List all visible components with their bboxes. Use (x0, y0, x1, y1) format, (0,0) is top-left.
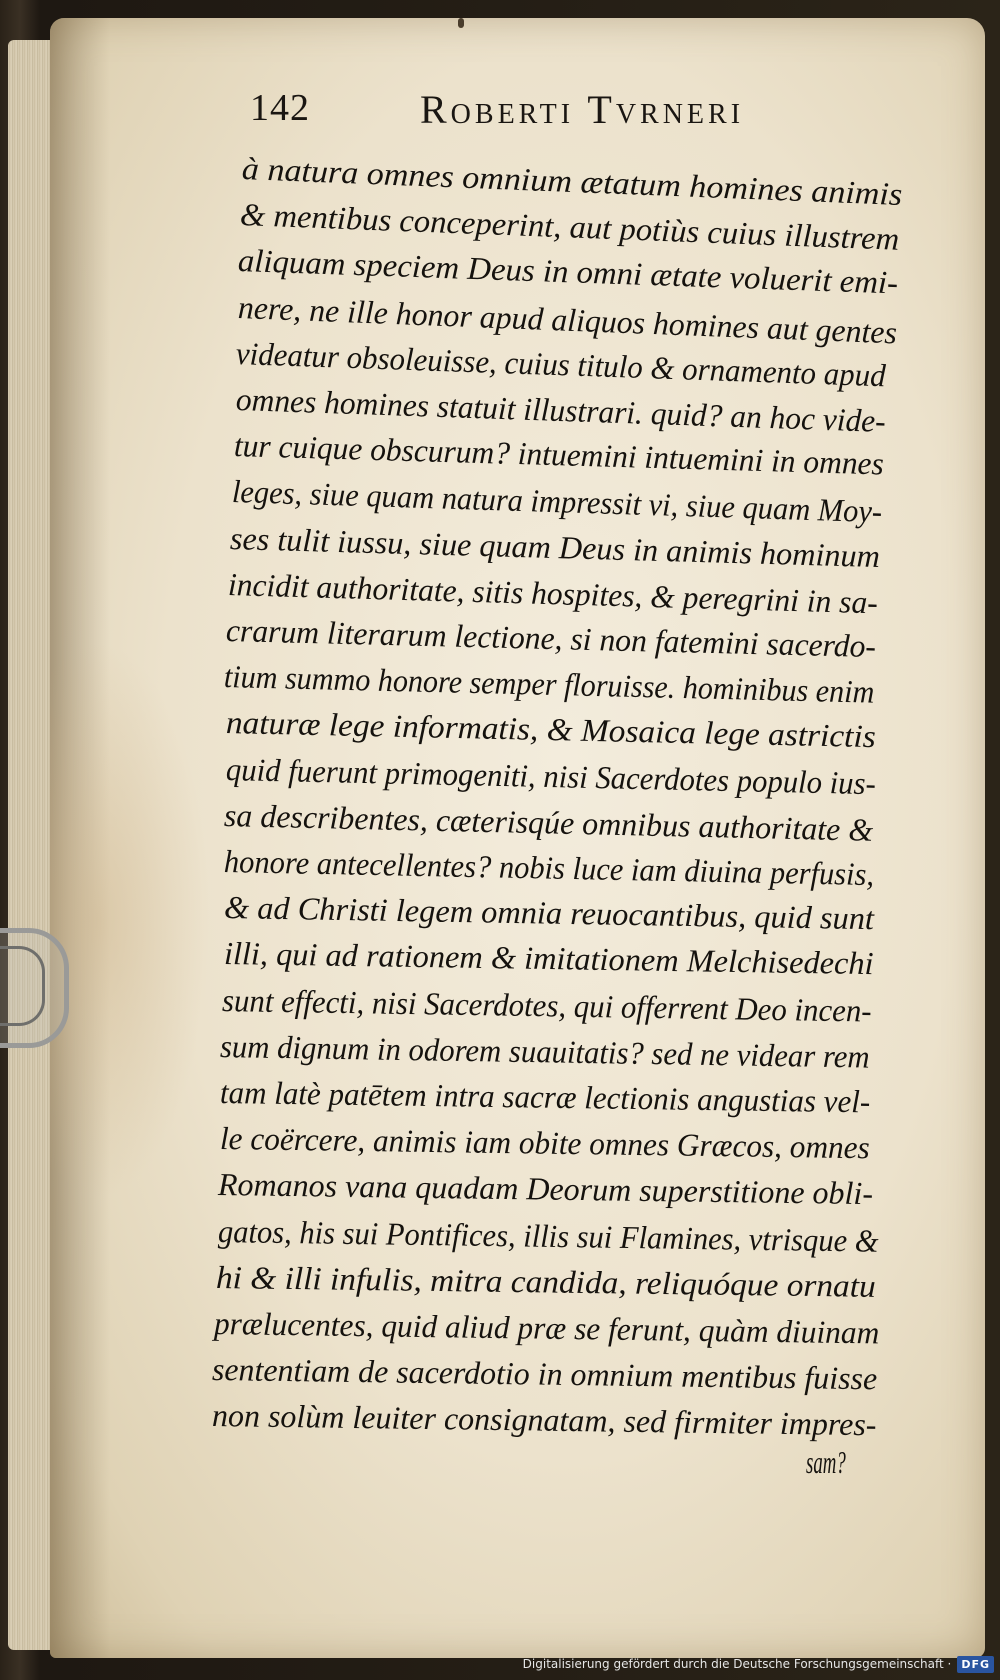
text-line: nere, ne ille honor apud aliquos homines aut gentes (237, 288, 898, 351)
text-line: ses tulit iussu, siue quam Deus in animis hominum (229, 519, 881, 574)
text-line: hi & illi infulis, mitra candida, reliquóque ornatu (215, 1258, 877, 1304)
text-line: illi, qui ad rationem & imitationem Melchisedechi (223, 935, 874, 982)
text-line: Romanos vana quadam Deorum superstitione obli- (217, 1166, 874, 1212)
footer-credit-bar (523, 1652, 994, 1676)
text-line: tium summo honore semper floruisse. hominibus enim (223, 658, 875, 710)
text-line: tam latè patētem intra sacræ lectionis angustias vel- (219, 1074, 871, 1120)
text-line: le coërcere, animis iam obite omnes Græcos, omnes (219, 1120, 870, 1166)
digitization-credit: Digitalisierung gefördert durch die Deutsche Forschungsgemeinschaft · (522, 1657, 952, 1671)
text-line: & mentibus conceperint, aut potiùs cuius illustrem (239, 196, 900, 258)
text-line: non solùm leuiter consignatam, sed firmiter impres- (211, 1397, 877, 1443)
dfg-logo-icon: DFG (957, 1656, 994, 1673)
text-line: naturæ lege informatis, & Mosaica lege astrictis (225, 704, 877, 755)
text-line: gatos, his sui Pontifices, illis sui Flamines, vtrisque & (217, 1212, 879, 1259)
printer-mark (458, 18, 464, 28)
text-line: à natura omnes omnium ætatum homines animis (241, 150, 904, 212)
text-line: videatur obsoleuisse, cuius titulo & ornamento apud (235, 334, 887, 394)
text-line: incidit authoritate, sitis hospites, & peregrini in sa- (227, 565, 879, 621)
text-line: sunt effecti, nisi Sacerdotes, qui offerrent Deo incen- (221, 981, 872, 1029)
text-line: crarum literarum lectione, si non fatemini sacerdo- (225, 612, 877, 665)
text-line: sum dignum in odorem suauitatis? sed ne videar rem (219, 1027, 870, 1075)
text-line: leges, siue quam natura impressit vi, siue quam Moy- (231, 473, 883, 530)
text-line: aliquam speciem Deus in omni ætate voluerit emi- (237, 242, 899, 301)
text-line: quid fuerunt primogeniti, nisi Sacerdotes populo ius- (225, 750, 877, 801)
text-line: sententiam de sacerdotio in omnium mentibus fuisse (211, 1351, 878, 1397)
text-line: omnes homines statuit illustrari. quid? an hoc vide- (235, 381, 887, 439)
page-header (250, 80, 830, 140)
gutter-shadow (50, 18, 110, 1658)
text-line: sa describentes, cæterisqúe omnibus authoritate & (223, 796, 874, 848)
book-clasp-inner (0, 946, 45, 1026)
running-head: Roberti Tvrneri (420, 87, 745, 132)
text-line: tur cuique obscurum? intuemini intuemini in omnes (233, 427, 885, 482)
text-line: & ad Christi legem omnia reuocantibus, quid sunt (223, 889, 875, 937)
text-line: honore antecellentes? nobis luce iam diuina perfusis, (223, 843, 875, 893)
page-number: 142 (250, 87, 310, 129)
text-line: sam? (806, 1443, 846, 1480)
text-line: prælucentes, quid aliud præ se ferunt, quàm diuinam (213, 1305, 880, 1351)
